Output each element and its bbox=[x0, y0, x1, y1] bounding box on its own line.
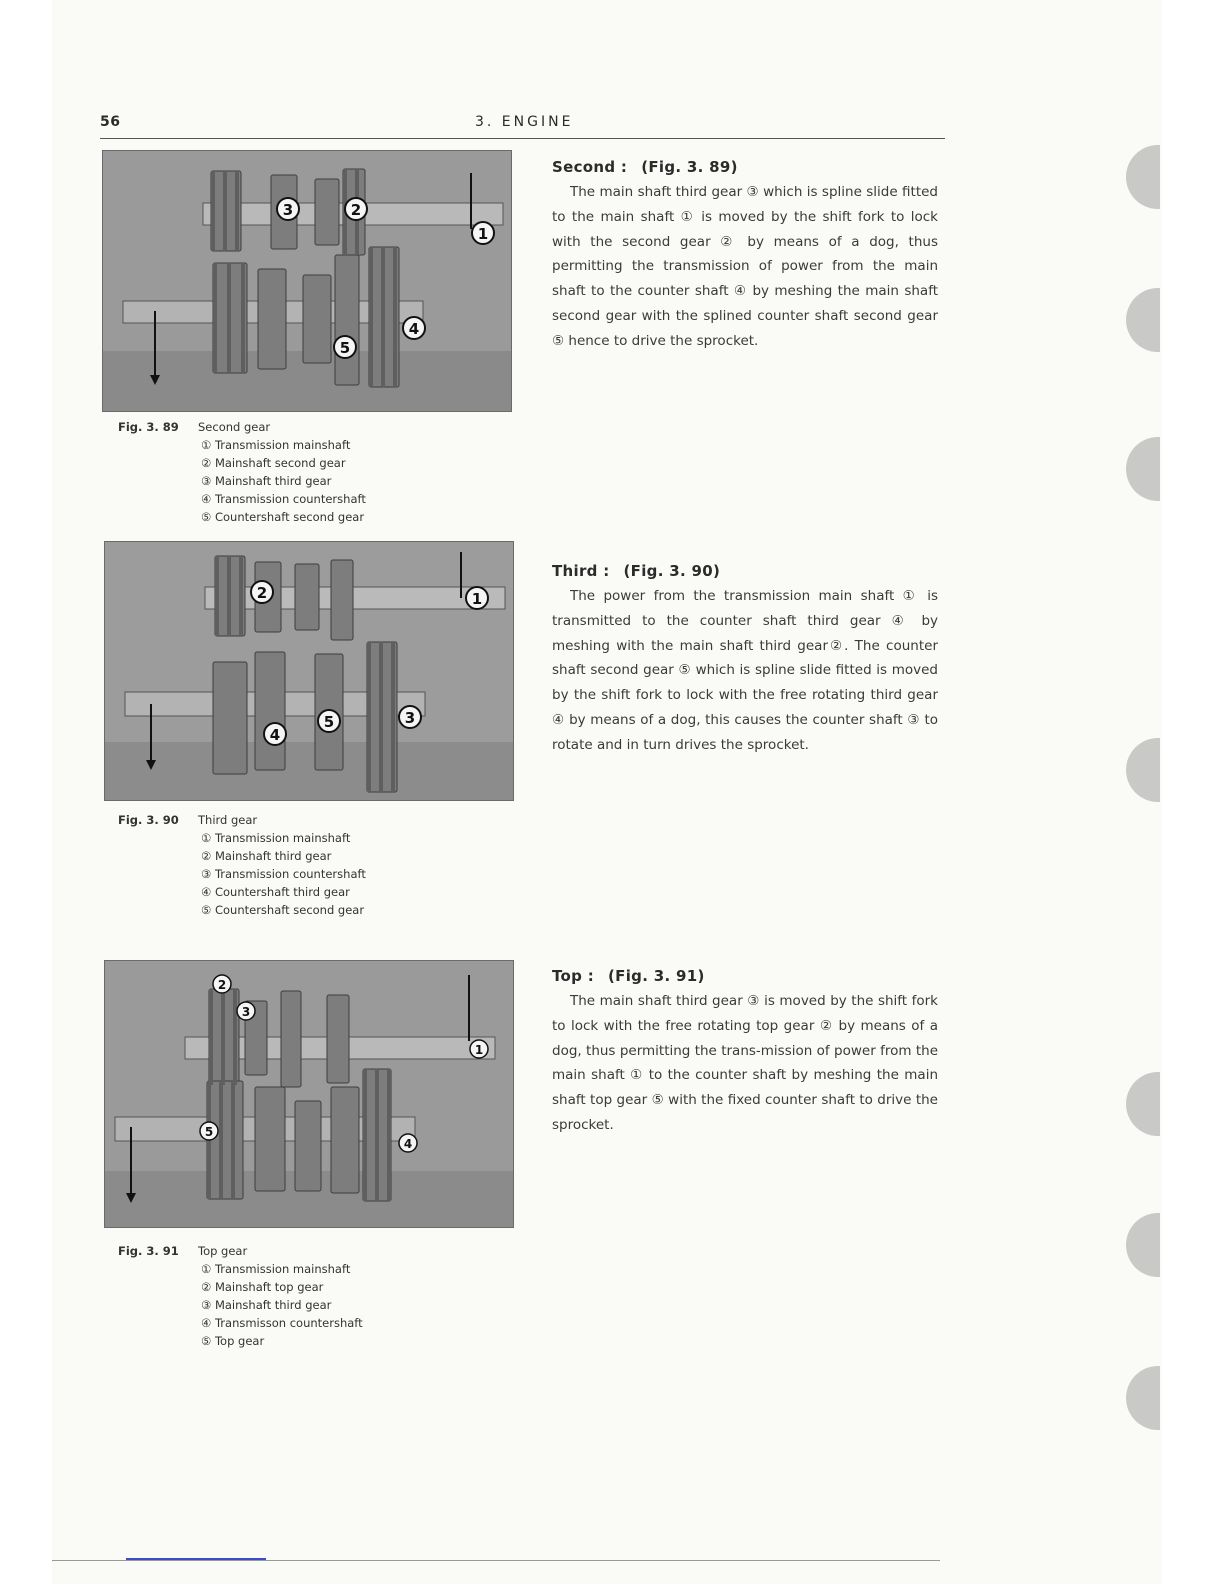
footer-rule bbox=[52, 1560, 940, 1561]
caption-item: ③ Mainshaft third gear bbox=[201, 474, 332, 488]
header-rule bbox=[100, 138, 945, 139]
figure-photo-3-90 bbox=[104, 541, 514, 801]
callout-3: 3 bbox=[282, 201, 294, 219]
gearbox-photo bbox=[105, 961, 513, 1227]
callout-1: 1 bbox=[474, 1043, 484, 1057]
callout-5: 5 bbox=[323, 713, 335, 731]
page-number: 56 bbox=[100, 114, 121, 130]
section-third bbox=[552, 562, 938, 758]
figure-photo-3-91 bbox=[104, 960, 514, 1228]
section-title: Third : bbox=[552, 562, 610, 580]
callout-5: 5 bbox=[204, 1125, 214, 1139]
caption-item: ④ Countershaft third gear bbox=[201, 885, 350, 899]
caption-item: ② Mainshaft top gear bbox=[201, 1280, 324, 1294]
callout-2: 2 bbox=[350, 201, 362, 219]
figure-label: Fig. 3. 89 bbox=[118, 420, 179, 434]
caption-title: Second gear bbox=[198, 420, 271, 434]
figure-caption-3-89 bbox=[118, 418, 518, 528]
callout-4: 4 bbox=[403, 1137, 413, 1151]
caption-item: ⑤ Countershaft second gear bbox=[201, 510, 365, 524]
section-title: Top : bbox=[552, 967, 595, 985]
caption-item: ① Transmission mainshaft bbox=[201, 438, 351, 452]
caption-item: ① Transmission mainshaft bbox=[201, 1262, 351, 1276]
callout-4: 4 bbox=[269, 726, 281, 744]
caption-item: ③ Mainshaft third gear bbox=[201, 1298, 332, 1312]
section-title: Second : bbox=[552, 158, 628, 176]
section-heading bbox=[552, 562, 938, 580]
figure-caption-3-90 bbox=[118, 811, 518, 921]
callout-2: 2 bbox=[217, 978, 227, 992]
section-figref: (Fig. 3. 89) bbox=[641, 158, 738, 176]
callout-4: 4 bbox=[408, 320, 420, 338]
caption-title: Top gear bbox=[198, 1244, 248, 1258]
section-second bbox=[552, 158, 938, 354]
footer-link-bar[interactable] bbox=[126, 1558, 266, 1560]
gearbox-photo bbox=[103, 151, 511, 411]
section-heading bbox=[552, 158, 938, 176]
callout-1: 1 bbox=[471, 590, 483, 608]
gearbox-photo bbox=[105, 542, 513, 800]
caption-item: ⑤ Countershaft second gear bbox=[201, 903, 365, 917]
section-figref: (Fig. 3. 91) bbox=[608, 967, 705, 985]
callout-1: 1 bbox=[477, 225, 489, 243]
caption-item: ⑤ Top gear bbox=[201, 1334, 265, 1348]
section-top bbox=[552, 967, 938, 1138]
figure-caption-3-91 bbox=[118, 1242, 518, 1352]
caption-title: Third gear bbox=[198, 813, 258, 827]
caption-item: ① Transmission mainshaft bbox=[201, 831, 351, 845]
caption-item: ② Mainshaft second gear bbox=[201, 456, 346, 470]
section-body: The main shaft third gear ③ which is spline slide fitted to the main shaft ① is moved by the shift fork to lock with the second gear ② by means of a dog, thus permitting the transmission of power from the main shaft to the counter shaft ④ by meshing the main shaft second gear with the splined counter shaft second gear ⑤ hence to drive the sprocket. bbox=[552, 184, 938, 349]
caption-item: ③ Transmission countershaft bbox=[201, 867, 366, 881]
section-heading bbox=[552, 967, 938, 985]
callout-2: 2 bbox=[256, 584, 268, 602]
section-body: The power from the transmission main shaft ① is transmitted to the counter shaft third gear ④ by meshing with the main shaft third gear②. The counter shaft second gear ⑤ which is spline slide fitted is moved by the shift fork to lock with the free rotating third gear ④ by means of a dog, this causes the counter shaft ③ to rotate and in turn drives the sprocket. bbox=[552, 588, 938, 753]
section-body: The main shaft third gear ③ is moved by the shift fork to lock with the free rotating top gear ② by means of a dog, thus permitting the trans-mission of power from the main shaft ① to the counter shaft by meshing the main shaft top gear ⑤ with the fixed counter shaft to drive the sprocket. bbox=[552, 993, 938, 1133]
callout-3: 3 bbox=[241, 1005, 251, 1019]
chapter-title: 3. ENGINE bbox=[475, 114, 574, 130]
callout-3: 3 bbox=[404, 709, 416, 727]
figure-label: Fig. 3. 90 bbox=[118, 813, 179, 827]
caption-item: ④ Transmission countershaft bbox=[201, 492, 366, 506]
figure-label: Fig. 3. 91 bbox=[118, 1244, 179, 1258]
caption-item: ② Mainshaft third gear bbox=[201, 849, 332, 863]
caption-item: ④ Transmisson countershaft bbox=[201, 1316, 363, 1330]
section-figref: (Fig. 3. 90) bbox=[623, 562, 721, 580]
figure-photo-3-89 bbox=[102, 150, 512, 412]
callout-5: 5 bbox=[339, 339, 351, 357]
